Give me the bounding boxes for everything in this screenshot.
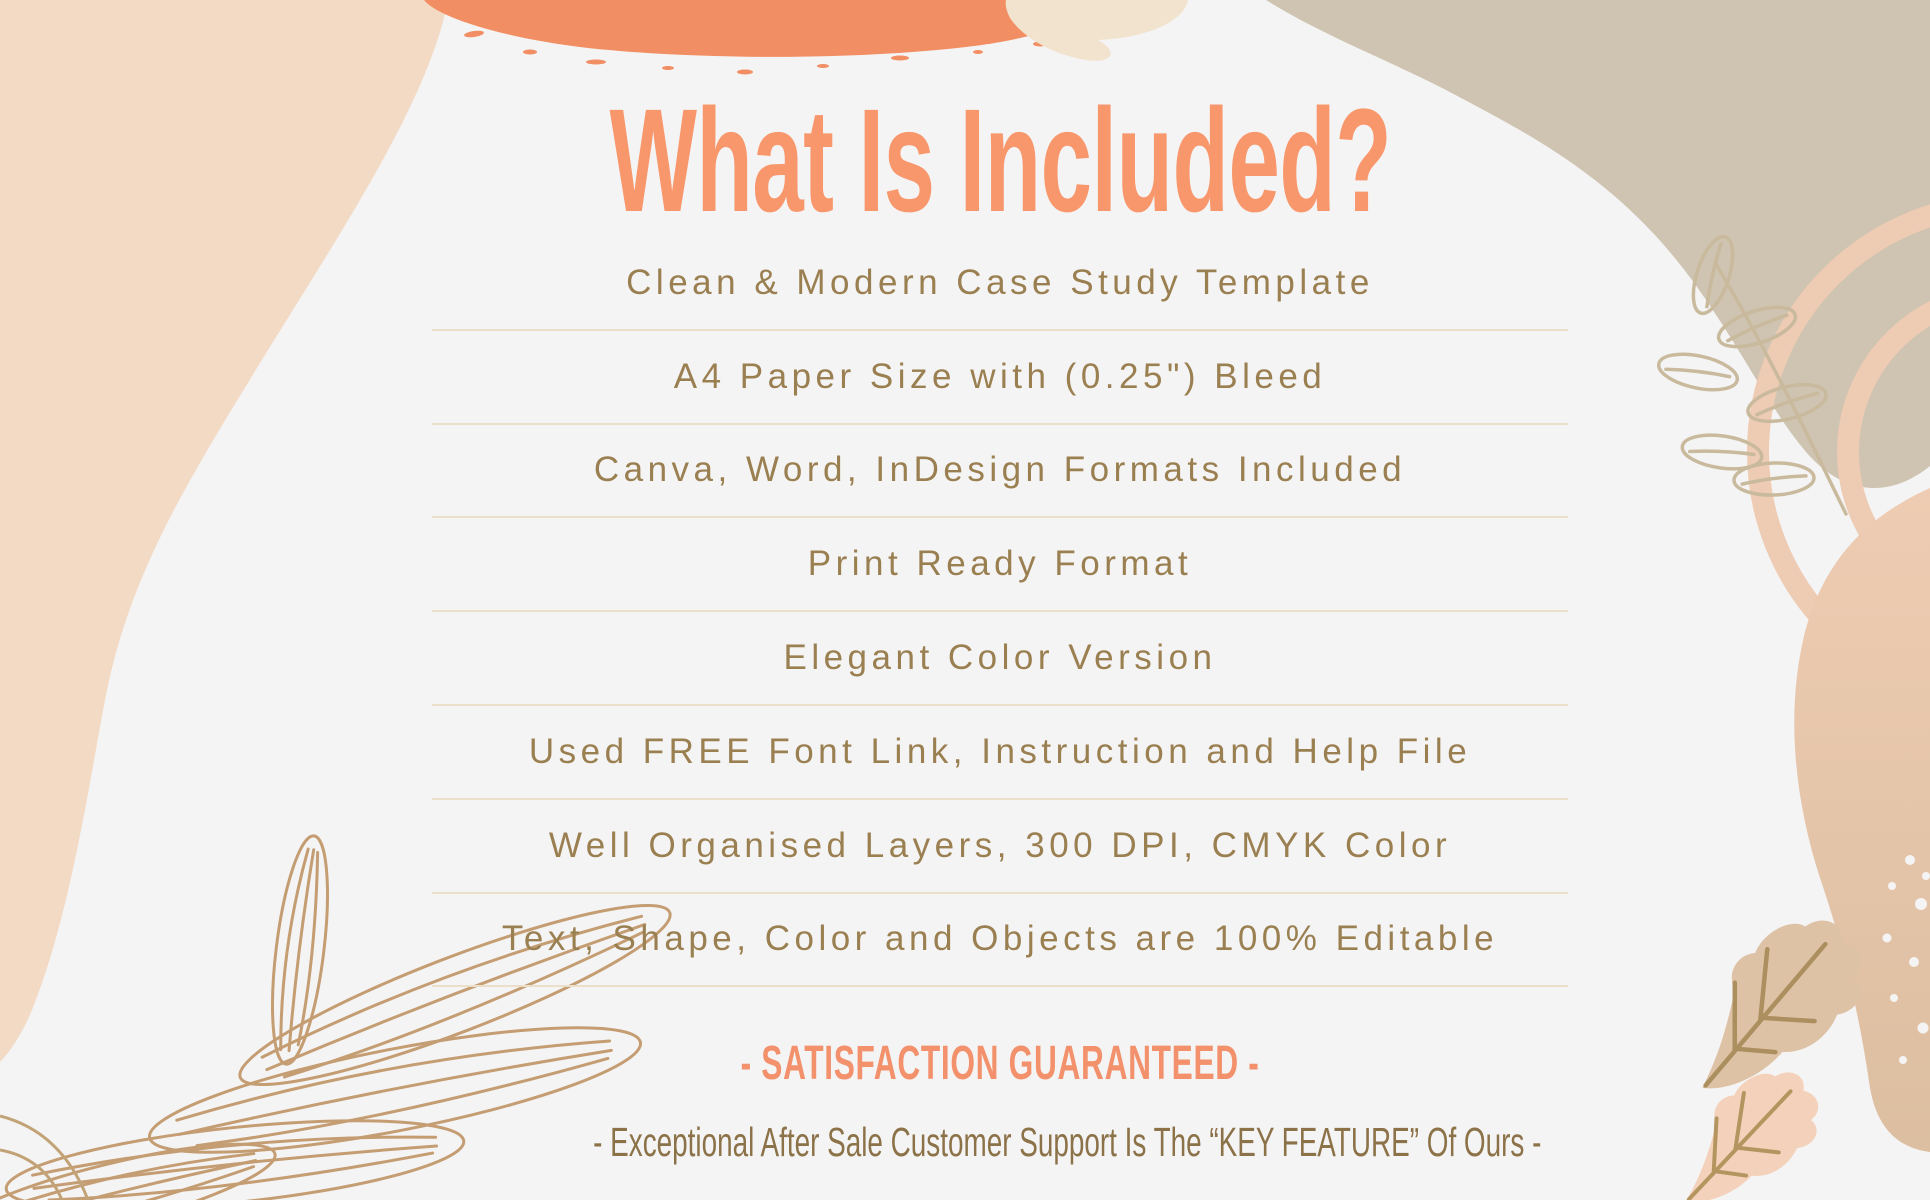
feature-item [432,425,1568,519]
feature-item-text: Canva, Word, InDesign Formats Included [593,450,1407,490]
peach-blob-bottom-right [1794,488,1930,1152]
support-note [370,1119,1630,1165]
satisfaction-guarantee-text: - SATISFACTION GUARANTEED - [740,1037,1260,1090]
feature-item-text: Used FREE Font Link, Instruction and Help File [528,731,1472,771]
satisfaction-guarantee [370,1037,1630,1090]
page-title-text: What Is Included? [609,79,1391,243]
orange-brush-blob [424,0,1092,57]
support-note-text: - Exceptional After Sale Customer Support Is The “KEY FEATURE” Of Ours - [593,1119,1542,1165]
feature-item-text: Well Organised Layers, 300 DPI, CMYK Color [548,825,1452,865]
cream-blob-top [1006,0,1188,61]
feature-item [432,612,1568,706]
feature-item [432,331,1568,425]
feature-item [432,706,1568,800]
feature-item-text: Text, Shape, Color and Objects are 100% Editable [501,919,1499,959]
feature-item [432,800,1568,894]
feature-item-text: Clean & Modern Case Study Template [626,262,1374,302]
feature-item-text: Elegant Color Version [783,638,1217,678]
feature-item [432,237,1568,331]
feature-item [432,894,1568,988]
feature-item [432,518,1568,612]
features-list [370,237,1630,987]
feature-item-text: A4 Paper Size with (0.25") Bleed [673,356,1327,396]
page-title [370,79,1630,243]
feature-item-text: Print Ready Format [807,544,1193,584]
